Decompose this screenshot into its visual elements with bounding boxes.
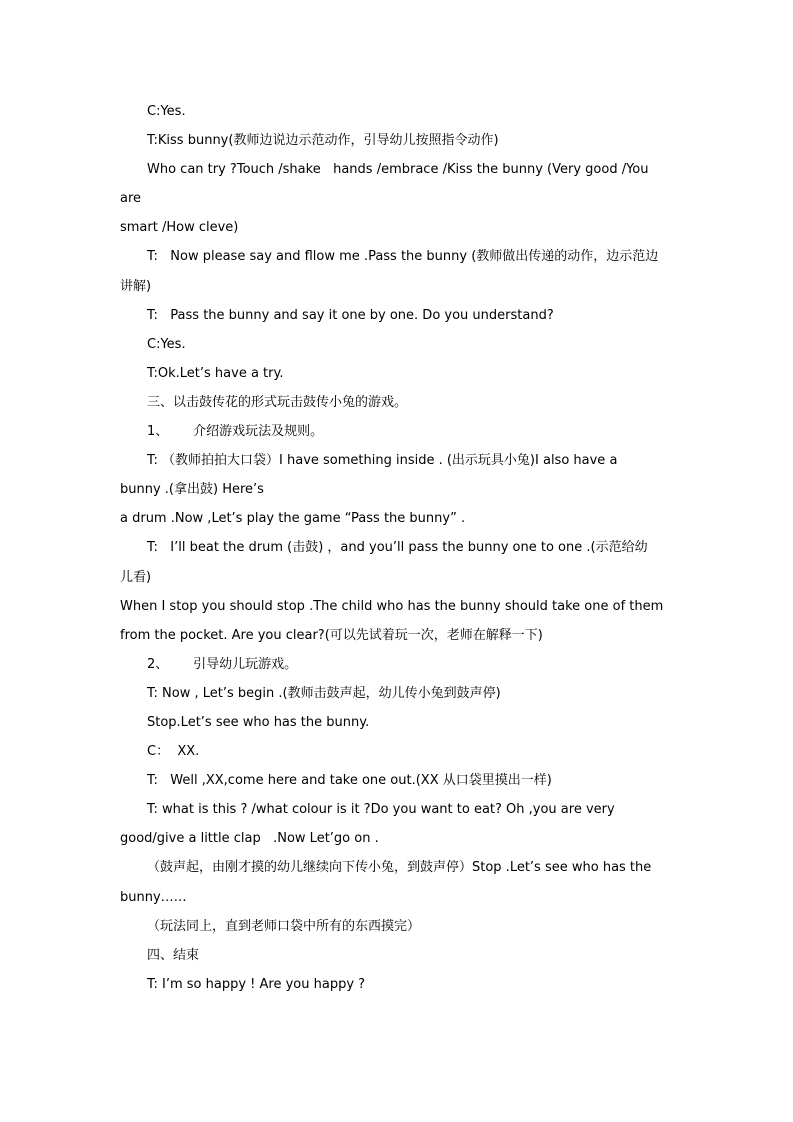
text-line: When I stop you should stop .The child who has the bunny should take one of them [120,598,664,614]
text-line: good/give a little clap .Now Let’go on . [120,831,379,847]
text-line: （鼓声起，由刚才摸的幼儿继续向下传小兔，到鼓声停）Stop .Let’s see who has the [147,860,652,876]
text-line: T: I’ll beat the drum (击鼓) ，and you’ll pass the bunny one to one .(示范给幼 [147,540,648,556]
subsection-heading: 1、 介绍游戏玩法及规则。 [147,424,324,440]
subsection-heading: 2、 引导幼儿玩游戏。 [147,656,298,672]
text-line: T: what is this ? /what colour is it ?Do you want to eat? Oh ,you are very [147,802,615,818]
text-line: are [120,191,142,207]
text-line: （玩法同上，直到老师口袋中所有的东西摸完） [147,918,421,934]
text-line: smart /How cleve) [120,220,239,236]
text-line: T: Now please say and fllow me .Pass the bunny (教师做出传递的动作，边示范边 [147,249,659,265]
text-line: T:Kiss bunny(教师边说边示范动作，引导幼儿按照指令动作) [147,133,499,149]
text-line: T: Pass the bunny and say it one by one. Do you understand? [147,307,554,323]
text-line: T: I’m so happy ! Are you happy ? [147,976,366,992]
text-line: bunny…… [120,889,187,905]
text-line: T: Well ,XX,come here and take one out.(XX 从口袋里摸出一样) [147,773,552,789]
section-heading: 三、以击鼓传花的形式玩击鼓传小兔的游戏。 [147,394,408,410]
text-line: Who can try ?Touch /shake hands /embrace /Kiss the bunny (Very good /You [147,162,649,178]
text-line: C:Yes. [147,104,186,119]
text-line: a drum .Now ,Let’s play the game “Pass the bunny” . [120,511,466,527]
text-line: Stop.Let’s see who has the bunny. [147,714,370,730]
text-line: 讲解) [120,278,152,294]
text-line: C： XX. [147,744,200,760]
text-line: from the pocket. Are you clear?(可以先试着玩一次，老师在解释一下) [120,627,543,643]
text-line: C:Yes. [147,336,186,352]
text-line: T: Now , Let’s begin .(教师击鼓声起，幼儿传小兔到鼓声停) [147,685,501,701]
section-heading: 四、结束 [147,947,200,963]
text-line: T: （教师拍拍大口袋）I have something inside . (出示玩具小兔)I also have a [147,453,618,469]
text-line: 儿看) [120,569,152,585]
document-body [120,97,680,999]
text-line: bunny .(拿出鼓) Here’s [120,482,264,498]
text-line: T:Ok.Let’s have a try. [147,365,284,381]
